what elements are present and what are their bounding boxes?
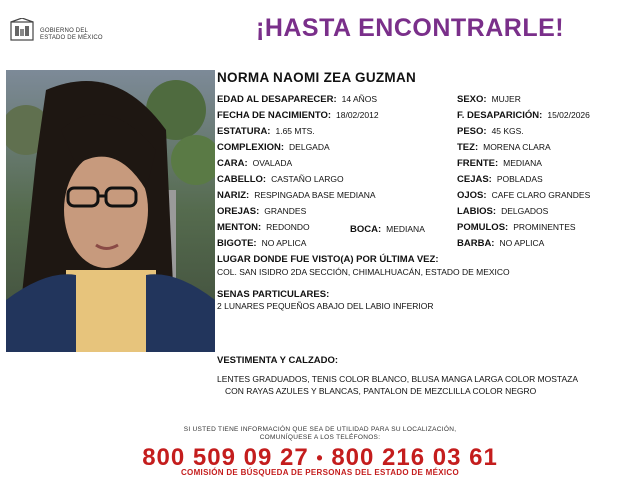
field-value: MORENA CLARA	[483, 142, 551, 152]
field-label: CEJAS:	[457, 174, 492, 185]
field-label: CABELLO:	[217, 174, 267, 185]
marks-value: 2 LUNARES PEQUEÑOS ABAJO DEL LABIO INFERIOR	[217, 301, 434, 311]
field-label: EDAD AL DESAPARECER:	[217, 94, 337, 105]
field-boca	[350, 224, 425, 235]
field-value: OVALADA	[252, 158, 293, 168]
phone-2[interactable]: 800 216 03 61	[331, 444, 498, 471]
field-value: 15/02/2026	[547, 110, 590, 120]
field-value: 18/02/2012	[336, 110, 379, 120]
field-label: FRENTE:	[457, 158, 499, 169]
field-value: MEDIANA	[386, 224, 425, 234]
field-value: CAFE CLARO GRANDES	[491, 190, 591, 200]
logo-text	[40, 28, 103, 42]
logo-line-2: ESTADO DE MÉXICO	[40, 35, 103, 41]
field-pomulos	[457, 222, 576, 233]
field-label: SEXO:	[457, 94, 487, 105]
missing-person-photo	[6, 70, 215, 352]
field-complexion	[217, 142, 330, 153]
field-label: F. DESAPARICIÓN:	[457, 110, 543, 121]
field-label: POMULOS:	[457, 222, 509, 233]
field-estatura	[217, 126, 315, 137]
commission-name: COMISIÓN DE BÚSQUEDA DE PERSONAS DEL ESTADO DE MÉXICO	[180, 468, 459, 477]
clothing-label: VESTIMENTA Y CALZADO:	[217, 355, 339, 366]
field-label: LABIOS:	[457, 206, 497, 217]
field-value: 1.65 MTS.	[275, 126, 315, 136]
field-cabello	[217, 174, 344, 185]
clothing-line-2: CON RAYAS AZULES Y BLANCAS, PANTALON DE MEZCLILLA COLOR NEGRO	[225, 386, 537, 396]
field-cara	[217, 158, 292, 169]
field-label: ESTATURA:	[217, 126, 271, 137]
info-line-2: COMUNÍQUESE A LOS TELÉFONOS:	[259, 434, 381, 441]
phone-1[interactable]: 800 509 09 27	[142, 444, 309, 471]
marks-label: SENAS PARTICULARES:	[217, 289, 330, 300]
field-value: RESPINGADA BASE MEDIANA	[254, 190, 376, 200]
clothing-line-1: LENTES GRADUADOS, TENIS COLOR BLANCO, BLUSA MANGA LARGA COLOR MOSTAZA	[217, 374, 579, 384]
field-label: FECHA DE NACIMIENTO:	[217, 110, 331, 121]
field-label: MENTON:	[217, 222, 262, 233]
field-labios	[457, 206, 548, 217]
field-menton	[217, 222, 310, 233]
field-value: GRANDES	[264, 206, 307, 216]
field-label: TEZ:	[457, 142, 479, 153]
field-label: BOCA:	[350, 224, 382, 235]
field-label: CARA:	[217, 158, 248, 169]
coat-of-arms-icon	[8, 18, 38, 44]
field-edad	[217, 94, 377, 105]
field-value: POBLADAS	[496, 174, 543, 184]
field-value: MUJER	[491, 94, 521, 104]
info-line-1: SI USTED TIENE INFORMACIÓN QUE SEA DE UTILIDAD PARA SU LOCALIZACIÓN,	[183, 426, 457, 433]
field-value: 45 KGS.	[491, 126, 524, 136]
field-value: NO APLICA	[261, 238, 307, 248]
field-value: 14 AÑOS	[341, 94, 378, 104]
field-label: BARBA:	[457, 238, 495, 249]
field-label: OREJAS:	[217, 206, 260, 217]
field-frente	[457, 158, 542, 169]
logo-line-1: GOBIERNO DEL	[40, 28, 89, 34]
bullet-separator-icon: •	[316, 448, 324, 469]
field-fdesap	[457, 110, 590, 121]
field-label: NARIZ:	[217, 190, 250, 201]
field-nacimiento	[217, 110, 379, 121]
last-seen-value: COL. SAN ISIDRO 2DA SECCIÓN, CHIMALHUACÁN, ESTADO DE MEXICO	[217, 267, 510, 277]
field-tez	[457, 142, 551, 153]
field-value: NO APLICA	[499, 238, 545, 248]
field-orejas	[217, 206, 306, 217]
field-barba	[457, 238, 544, 249]
field-value: DELGADA	[289, 142, 330, 152]
person-name: NORMA NAOMI ZEA GUZMAN	[217, 70, 417, 85]
field-sexo	[457, 94, 521, 105]
field-ojos	[457, 190, 590, 201]
field-value: REDONDO	[266, 222, 310, 232]
field-label: PESO:	[457, 126, 487, 137]
field-value: CASTAÑO LARGO	[271, 174, 344, 184]
field-peso	[457, 126, 524, 137]
field-nariz	[217, 190, 376, 201]
last-seen-label: LUGAR DONDE FUE VISTO(A) POR ÚLTIMA VEZ:	[217, 254, 439, 265]
field-value: PROMINENTES	[513, 222, 576, 232]
field-label: BIGOTE:	[217, 238, 257, 249]
field-value: MEDIANA	[503, 158, 542, 168]
field-value: DELGADOS	[501, 206, 549, 216]
field-label: OJOS:	[457, 190, 487, 201]
headline: ¡HASTA ENCONTRARLE!	[256, 14, 565, 42]
field-label: COMPLEXION:	[217, 142, 285, 153]
field-bigote	[217, 238, 306, 249]
field-cejas	[457, 174, 543, 185]
